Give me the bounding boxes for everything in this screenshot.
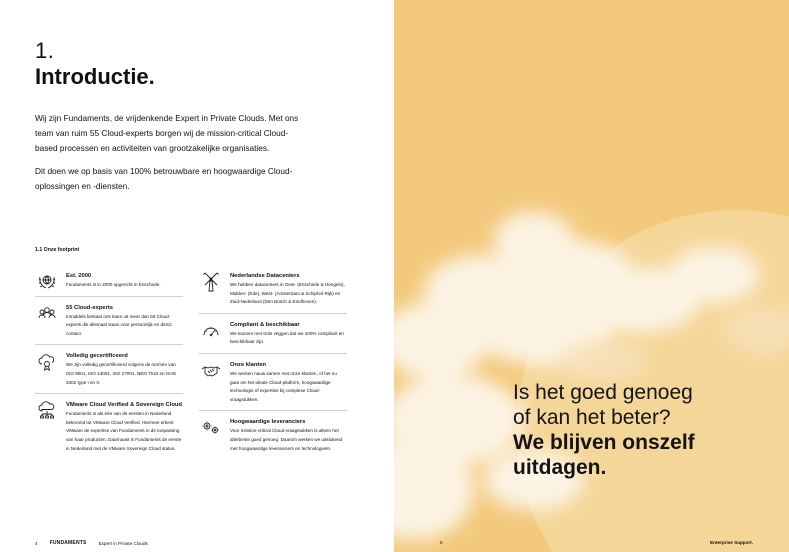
footprint-text: Fundaments is in 2000 opgericht in Enschede.	[66, 282, 161, 287]
footprint-title: Hoogwaardige leveranciers	[230, 419, 306, 426]
cloud-certificate-icon	[37, 352, 57, 372]
footprint-title: VMware Cloud Verified & Sovereign Cloud	[66, 402, 182, 409]
section-title: Introductie.	[35, 64, 155, 89]
left-page-footer	[35, 540, 148, 546]
intro-paragraph: Wij zijn Fundaments, de vrijdenkende Expert in Private Clouds. Met ons team van ruim 55 Cloud-experts borgen wij de mission-critical Cloud-based processen en activiteiten van grootzakelijke organisaties.	[35, 113, 299, 153]
footprint-text: We hebben datacenters in Oost- (Enschede & Hengelo), Midden- (Ede), West- (Amsterdam & Schiphol-Rijk) en Zuid-Nederland (Den Bosch & Eindhoven).	[230, 282, 345, 305]
windmill-icon	[201, 272, 221, 292]
footprint-item	[35, 401, 183, 459]
footprint-text: We werken nauw samen met onze klanten, of het nu gaat om het ideale Cloud-platform, hoogwaardige technologie of expertise bij complexe Cloud-vraagstukken.	[230, 370, 337, 402]
footprint-item	[199, 321, 347, 354]
footprint-title: Est. 2000	[66, 273, 92, 279]
footer-brand: Enterprise Support.	[710, 540, 753, 545]
footprint-item	[35, 272, 183, 297]
footprint-title: Volledig gecertificeerd	[66, 353, 128, 360]
quote	[513, 380, 783, 480]
footprint-title: Compliant & beschikbaar	[230, 321, 300, 328]
footprint-column-left	[35, 272, 183, 466]
page-number: 4	[35, 540, 38, 546]
footprint-title: Nederlandse Datacenters	[230, 273, 300, 279]
footprint-item	[35, 304, 183, 346]
laurel-globe-icon	[37, 272, 57, 292]
left-page	[0, 0, 394, 552]
footprint-title: Onze klanten	[230, 361, 267, 368]
quote-bold-line: We blijven onszelf	[513, 431, 695, 454]
footprint-text: We zijn volledig gecertificeerd volgens de normen van ISO 9001, ISO 14001, ISO 27001, NEN 7510 en ISAE 3402 type I en II.	[66, 362, 177, 385]
gears-icon	[201, 418, 221, 438]
footprint-item	[199, 272, 347, 314]
intro-paragraph: Dit doen we op basis van 100% betrouwbare en hoogwaardige Cloud-oplossingen en -diensten.	[35, 166, 293, 191]
quote-line: of kan het beter?	[513, 406, 671, 429]
quote-bold-line: uitdagen.	[513, 456, 607, 479]
footprint-title: 55 Cloud-experts	[66, 304, 114, 311]
footprint-text: Fundaments is als één van de eersten in Nederland bekroond tot VMware Cloud Verified. Hiermee erkent VMware de expertise van Fundaments in de toepassing van haar producten. Daarnaast is Fundaments de eerste in Nederland met de VMware Sovereign Cloud status.	[66, 411, 182, 451]
footprint-heading: 1.1 Onze footprint	[35, 247, 80, 253]
right-page	[394, 0, 789, 552]
footprint-column-right	[199, 272, 347, 466]
footprint-text: Inmiddels bestaat ons team uit meer dan 55 Cloud-experts die allemaal staan voor persoonlijk en direct contact.	[66, 313, 172, 336]
fundaments-logo: FUNDAMENTS	[49, 540, 87, 546]
page-number: 5	[440, 540, 443, 545]
section-number: 1.	[35, 38, 55, 63]
footprint-item	[35, 352, 183, 394]
footprint-text: We kunnen met trots zeggen dat we 100% compliant en beschikbaar zijn.	[230, 330, 344, 345]
gauge-icon	[201, 321, 221, 341]
footprint-item	[199, 418, 347, 459]
handshake-icon	[201, 361, 221, 381]
team-icon	[37, 304, 57, 324]
footer-tagline: Expert in Private Clouds	[98, 540, 148, 546]
quote-line: Is het goed genoeg	[513, 381, 693, 404]
cloud-network-icon	[37, 401, 57, 421]
footprint-item	[199, 361, 347, 411]
footprint-text: Voor mission-critical Cloud-vraagstukken is alleen het allerbeste goed genoeg. Daarom werken we uitsluitend met hoogwaardige leveranciers en technologieën.	[230, 428, 343, 451]
intro-text	[35, 111, 305, 194]
